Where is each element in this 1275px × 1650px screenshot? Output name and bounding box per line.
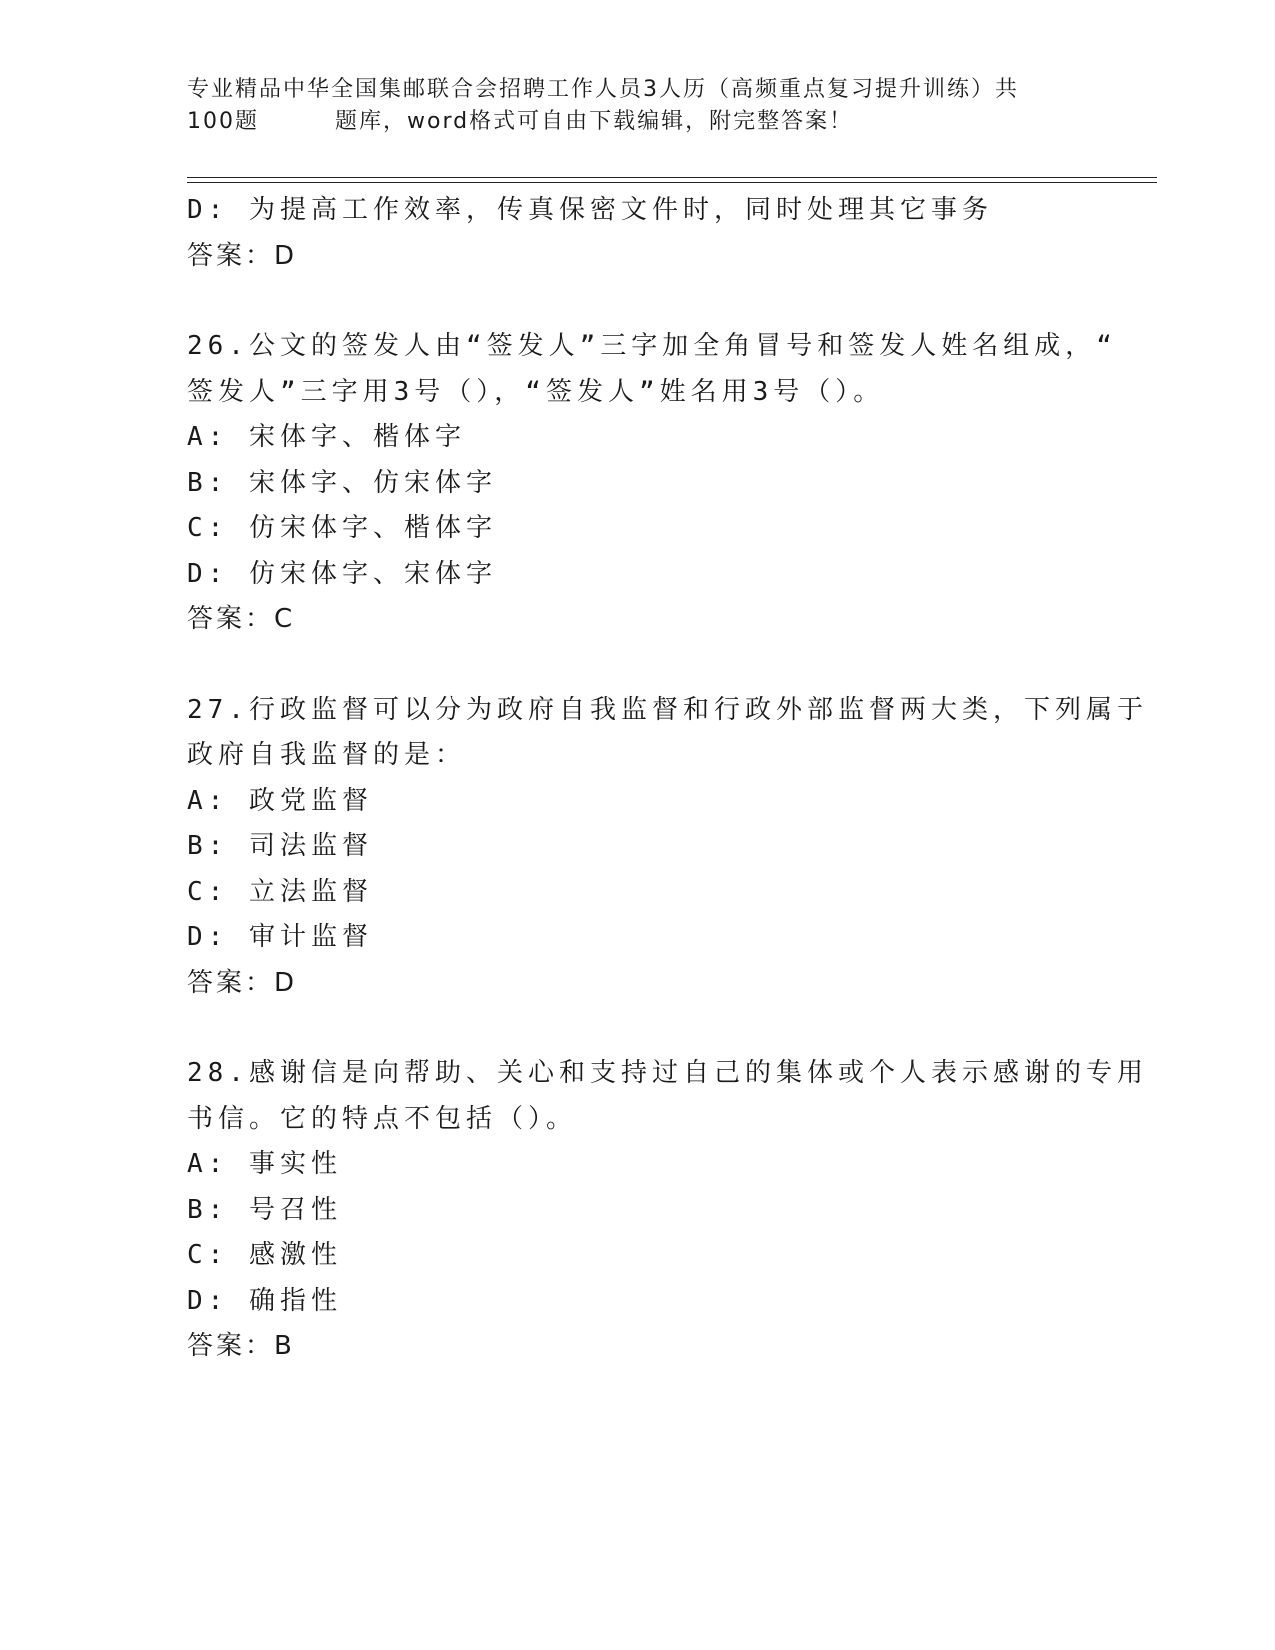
document-header [187, 74, 1087, 138]
answer: 答案：C [187, 604, 296, 634]
option-d: D: 为提高工作效率，传真保密文件时，同时处理其它事务 [187, 195, 993, 225]
question-27 [187, 688, 1148, 1007]
option-a: A: 事实性 [187, 1149, 342, 1179]
option-d: D: 仿宋体字、宋体字 [187, 558, 497, 589]
question-stem-cont: 签发人”三字用3号（），“签发人”姓名用3号（）。 [187, 376, 885, 407]
header-rule-top [187, 177, 1157, 178]
answer: 答案：D [187, 240, 298, 271]
option-a: A: 政党监督 [187, 785, 373, 816]
document-body [187, 188, 1148, 1370]
question-28 [187, 1051, 1148, 1370]
question-stem-cont: 书信。它的特点不包括（）。 [187, 1103, 578, 1134]
header-line-1: 专业精品中华全国集邮联合会招聘工作人员3人历（高频重点复习提升训练）共 [187, 77, 1019, 102]
option-d: D: 审计监督 [187, 922, 373, 952]
question-stem: 26.公文的签发人由“签发人”三字加全角冒号和签发人姓名组成，“ [187, 331, 1117, 361]
header-rule-bottom [187, 182, 1157, 183]
option-b: B: 宋体字、仿宋体字 [187, 467, 497, 498]
option-a: A: 宋体字、楷体字 [187, 422, 466, 452]
previous-question-tail [187, 188, 1087, 279]
header-count: 100题 [187, 109, 259, 134]
answer: 答案：B [187, 1331, 295, 1361]
option-c: C: 仿宋体字、楷体字 [187, 513, 497, 543]
question-stem: 28.感谢信是向帮助、关心和支持过自己的集体或个人表示感谢的专用 [187, 1058, 1148, 1088]
answer: 答案：D [187, 967, 298, 998]
option-b: B: 司法监督 [187, 831, 373, 861]
question-stem-cont: 政府自我监督的是： [187, 740, 467, 770]
question-stem: 27.行政监督可以分为政府自我监督和行政外部监督两大类，下列属于 [187, 694, 1148, 725]
header-line-2 [187, 106, 1087, 138]
option-b: B: 号召性 [187, 1194, 342, 1225]
option-c: C: 立法监督 [187, 876, 373, 907]
header-description: 题库，word格式可自由下载编辑，附完整答案！ [335, 109, 854, 134]
option-d: D: 确指性 [187, 1285, 342, 1316]
question-26 [187, 324, 1117, 643]
option-c: C: 感激性 [187, 1240, 342, 1270]
